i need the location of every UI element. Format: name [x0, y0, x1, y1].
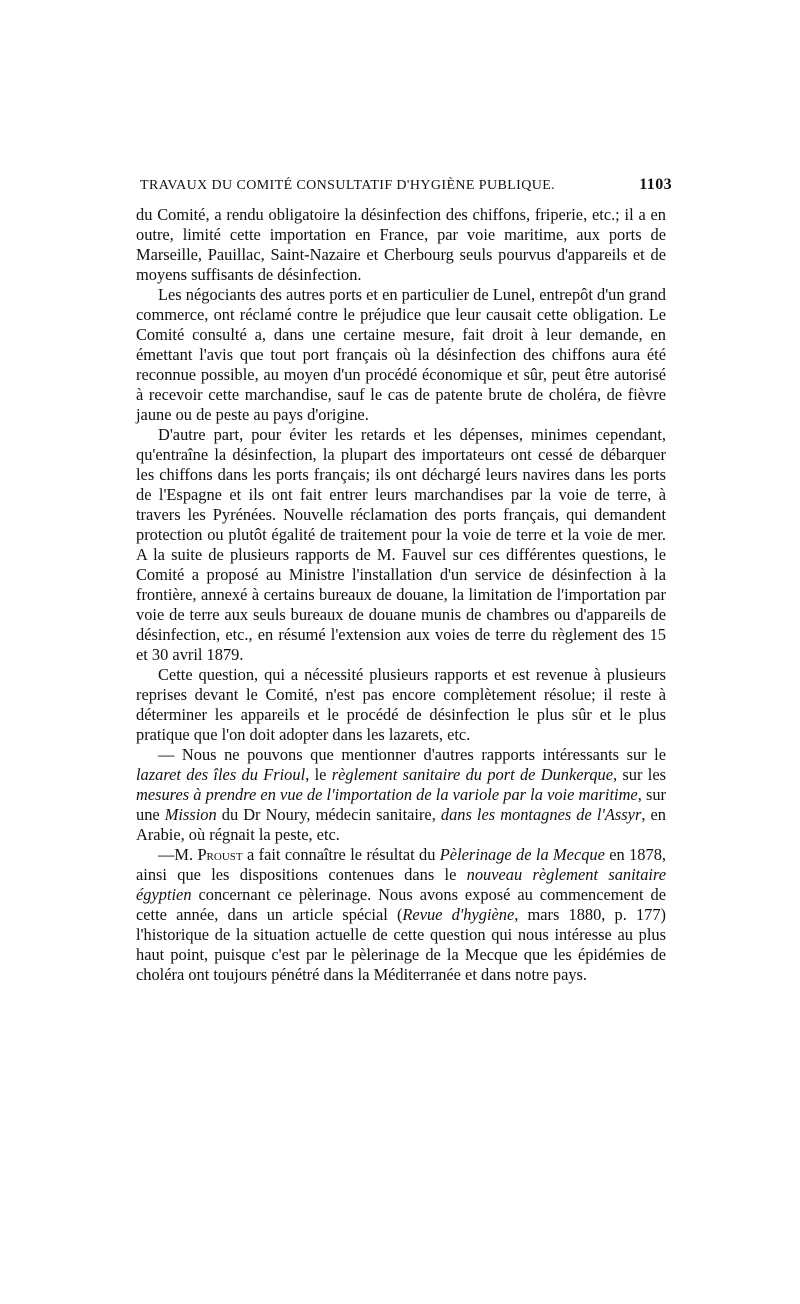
p6-text: en 1878, ainsi que les dispositions contenues dans le [136, 845, 666, 884]
paragraph-1: du Comité, a rendu obligatoire la désinfection des chiffons, friperie, etc.; il a en outre, limité cette importation en France, par voie maritime, aux ports de Marseille, Pauillac, Saint-Nazaire et Cherbourg seuls pourvus d'appareils et de moyens suffisants de désinfection. [136, 205, 666, 284]
p5-text: — Nous ne pouvons que mentionner d'autres rapports intéressants sur le [158, 745, 666, 764]
p5-text: , sur une [136, 785, 666, 824]
paragraph-5 [136, 745, 666, 845]
p6-text: concernant ce pèlerinage. Nous avons exposé au commencement de cette année, dans un article spécial ( [136, 885, 666, 924]
p6-italic-revue: Revue d'hygiène [402, 905, 515, 924]
paragraph-6 [136, 845, 666, 985]
page-number: 1103 [639, 176, 672, 193]
p5-italic-lazaret: lazaret des îles du Frioul [136, 765, 306, 784]
p6-italic-pelerinage: Pèlerinage de la Mecque [439, 845, 605, 864]
p5-italic-reglement: règlement sanitaire du port de Dunkerque [331, 765, 613, 784]
paragraph-3: D'autre part, pour éviter les retards et les dépenses, minimes cependant, qu'entraîne la désinfection, la plupart des importateurs ont cessé de débarquer les chiffons dans les ports français; ils ont déchargé leurs navires dans les ports de l'Espagne et ils ont fait entrer leurs marchandises par la voie de terre, à travers les Pyrénées. Nouvelle réclamation des ports français, qui demandent protection ou plutôt égalité de traitement pour la voie de terre et la voie de mer. A la suite de plusieurs rapports de M. Fauvel sur ces différentes questions, le Comité a proposé au Ministre l'installation d'un service de désinfection à la frontière, annexé à certains bureaux de douane, la limitation de l'importation par voie de terre aux seuls bureaux de douane munis de chambres ou d'appareils de désinfection, etc., en résumé l'extension aux voies de terre du règlement des 15 et 30 avril 1879. [136, 425, 666, 664]
p5-text: du Dr Noury, médecin sanitaire, [216, 805, 441, 824]
p5-text: , en Arabie, où régnait la peste, etc. [136, 805, 666, 844]
p6-author-name: Proust [197, 845, 243, 864]
p6-text: —M. [158, 845, 198, 864]
running-header [140, 176, 672, 198]
p5-text: , sur les [613, 765, 666, 784]
paragraph-4: Cette question, qui a nécessité plusieurs rapports et est revenue à plusieurs reprises devant le Comité, n'est pas encore complètement résolue; il reste à déterminer les appareils et le procédé de désinfection le plus sûr et le plus pratique que l'on doit adopter dans les lazarets, etc. [136, 665, 666, 744]
p5-italic-montagnes: dans les montagnes de l'Assyr [440, 805, 642, 824]
p6-text: , mars 1880, p. 177) l'historique de la situation actuelle de cette question qui nous intéresse au plus haut point, puisque c'est par le pèlerinage de la Mecque que les épidémies de choléra ont toujours pénétré dans la Méditerranée et dans notre pays. [136, 905, 666, 984]
p5-italic-mesures: mesures à prendre en vue de l'importation de la variole par la voie maritime [136, 785, 638, 804]
p6-italic-reglement: nouveau règlement sanitaire égyptien [136, 865, 666, 904]
p6-text: a fait connaître le résultat du [242, 845, 440, 864]
running-title: TRAVAUX DU COMITÉ CONSULTATIF D'HYGIÈNE PUBLIQUE. [140, 178, 556, 193]
p5-italic-mission: Mission [164, 805, 217, 824]
body-text [136, 205, 666, 985]
p5-text: , le [305, 765, 332, 784]
paragraph-2: Les négociants des autres ports et en particulier de Lunel, entrepôt d'un grand commerce, ont réclamé contre le préjudice que leur causait cette obligation. Le Comité consulté a, dans une certaine mesure, fait droit à leur demande, en émettant l'avis que tout port français où la désinfection des chiffons aura été reconnue possible, au moyen d'un procédé économique et sûr, peut être autorisé à recevoir cette marchandise, sauf le cas de patente brute de choléra, de fièvre jaune ou de peste au pays d'origine. [136, 285, 666, 424]
